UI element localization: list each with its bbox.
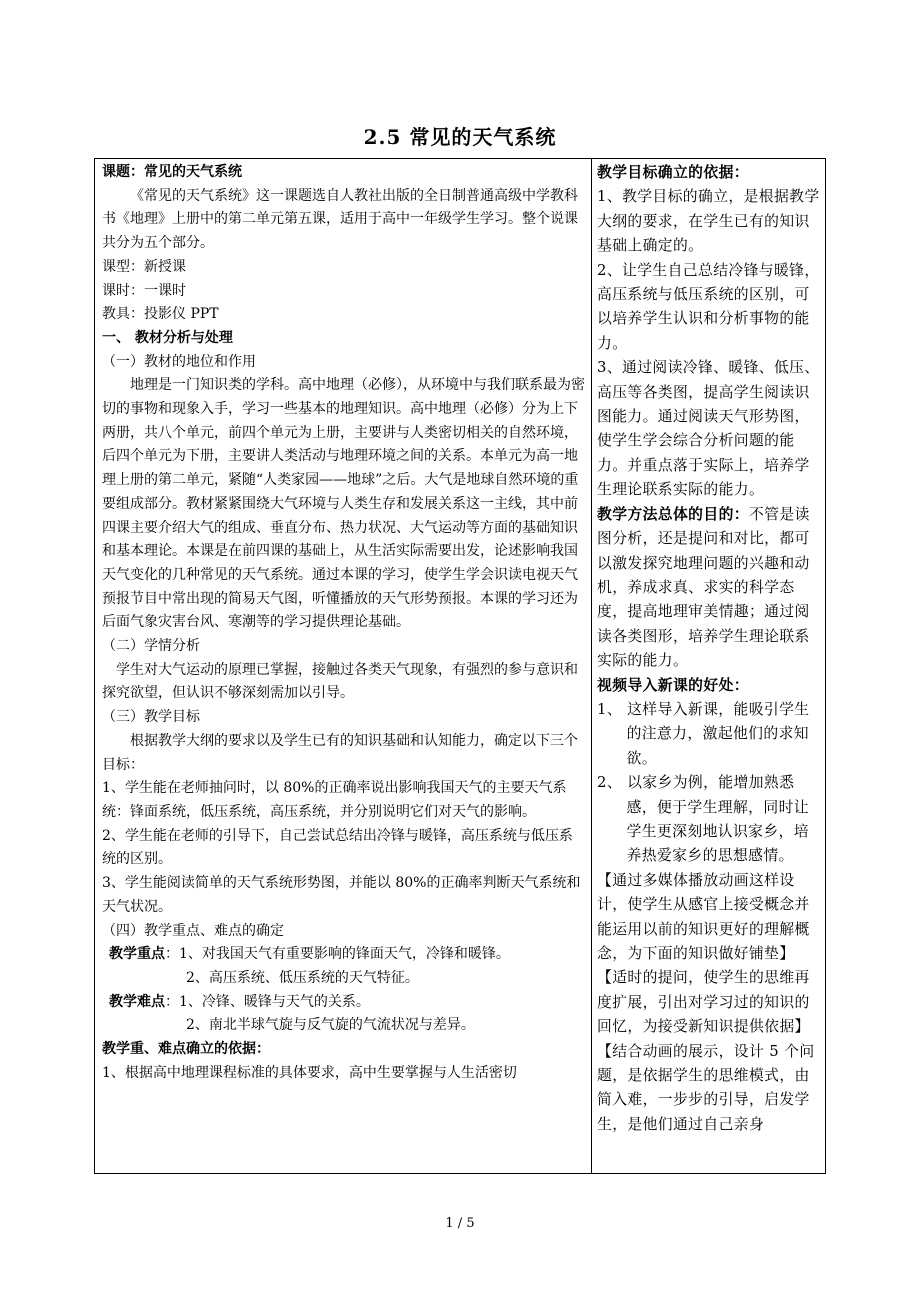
intro-paragraph: 《常见的天气系统》这一课题选自人教社出版的全日制普通高级中学教科书《地理》上册中的第二单元第五课，适用于高中一年级学生学习。整个说课共分为五个部分。 <box>102 187 578 252</box>
column-divider <box>591 159 592 1173</box>
goals-basis-item: 2、让学生自己总结冷锋与暖锋，高压系统与低压系统的区别，可以培养学生认识和分析事物的能力。 <box>597 261 820 352</box>
video-intro-heading: 视频导入新课的好处： <box>597 676 749 694</box>
goals-basis-item: 1、教学目标的确立，是根据教学大纲的要求，在学生已有的知识基础上确定的。 <box>597 188 820 255</box>
difficulty-item: 2、南北半球气旋与反气旋的气流状况与差异。 <box>186 1017 475 1034</box>
basis-item: 1、根据高中地理课程标准的具体要求，高中生要掌握与人生活密切 <box>102 1064 517 1081</box>
goals-intro-paragraph: 根据教学大纲的要求以及学生已有的知识基础和认知能力，确定以下三个目标： <box>102 732 578 773</box>
video-benefit-item: 2、 以家乡为例，能增加熟悉感，便于学生理解，同时让学生更深刻地认识家乡，培养热爱家乡的思想感情。 <box>597 774 809 865</box>
video-benefit-item: 1、 这样导入新课，能吸引学生的注意力，激起他们的求知欲。 <box>597 700 810 767</box>
key-points-line <box>102 943 586 967</box>
difficulty-label: 教学难点 <box>109 993 165 1010</box>
left-column <box>102 161 586 1085</box>
section-heading: 一、 教材分析与处理 <box>102 329 233 346</box>
goals-basis-item: 3、通过阅读冷锋、暖锋、低压、高压等各类图，提高学生阅读识图能力。通过阅读天气形势图，使学生学会综合分析问题的能力。并重点落于实际上，培养学生理论联系实际的能力。 <box>597 359 820 499</box>
textbook-analysis-paragraph: 地理是一门知识类的学科。高中地理（必修），从环境中与我们联系最为密切的事物和现象入手，学习一些基本的地理知识。高中地理（必修）分为上下两册，共八个单元，前四个单元为上册，主要讲与人类密切相关的自然环境，后四个单元为下册，主要讲人类活动与地理环境之间的关系。本单元为高一地理上册的第二单元，紧随“人类家园——地球”之后。大气是地球自然环境的重要组成部分。教材紧紧围绕大气环境与人类生存和发展关系这一主线，其中前四课主要介绍大气的组成、垂直分布、热力状况、大气运动等方面的基础知识和基本理论。本课是在前四课的基础上，从生活实际需要出发，论述影响我国天气变化的几种常见的天气系统。通过本课的学习，使学生学会识读电视天气预报节目中常出现的简易天气图，听懂播放的天气形势预报。本课的学习还为后面气象灾害台风、寒潮等的学习提供理论基础。 <box>102 377 585 631</box>
difficulty-points-line <box>102 991 586 1015</box>
topic-label: 课题：常见的天气系统 <box>102 164 242 180</box>
design-note: 【通过多媒体播放动画这样设计，使学生从感官上接受概念并能运用以前的知识更好的理解概念，为下面的知识做好铺垫】 <box>597 871 810 962</box>
subsection-heading: （三）教学目标 <box>102 709 200 726</box>
design-note: 【结合动画的展示，设计 5 个问题，是依据学生的思维模式，由简入难，一步步的引导，启发学生，是他们通过自己亲身 <box>597 1042 815 1133</box>
goal-item: 2、学生能在老师的引导下，自己尝试总结出冷锋与暖锋，高压系统与低压系统的区别。 <box>102 827 573 868</box>
subsection-heading: （四）教学重点、难点的确定 <box>102 922 284 939</box>
right-column <box>597 161 821 1137</box>
method-purpose-text: 不管是读图分析，还是提问和对比，都可以激发探究地理问题的兴趣和动机，养成求真、求实的科学态度，提高地理审美情趣；通过阅读各类图形，培养学生理论联系实际的能力。 <box>597 505 810 670</box>
design-note: 【适时的提问，使学生的思维再度扩展，引出对学习过的知识的回忆，为接受新知识提供依据】 <box>597 969 810 1036</box>
method-purpose-heading: 教学方法总体的目的： <box>597 505 749 523</box>
teaching-tools: 教具：投影仪 PPT <box>102 306 219 323</box>
lesson-time: 课时：一课时 <box>102 282 186 299</box>
goal-item: 1、学生能在老师抽问时，以 80%的正确率说出影响我国天气的主要天气系统：锋面系统，低压系统，高压系统，并分别说明它们对天气的影响。 <box>102 780 567 820</box>
key-point-item: ：1、对我国天气有重要影响的锋面天气，冷锋和暖锋。 <box>165 946 510 963</box>
subsection-heading: （二）学情分析 <box>102 638 200 655</box>
lesson-type: 课型：新授课 <box>102 258 186 275</box>
goals-basis-heading: 教学目标确立的依据： <box>597 164 749 181</box>
document-title: 2.5 常见的天气系统 <box>363 125 557 149</box>
goal-item: 3、学生能阅读简单的天气系统形势图，并能以 80%的正确率判断天气系统和天气状况。 <box>102 875 581 915</box>
key-point-item: 2、高压系统、低压系统的天气特征。 <box>186 969 419 986</box>
subsection-heading: （一）教材的地位和作用 <box>102 353 256 370</box>
student-analysis-paragraph: 学生对大气运动的原理已掌握，接触过各类天气现象，有强烈的参与意识和探究欲望，但认识不够深刻需加以引导。 <box>102 661 578 702</box>
basis-heading: 教学重、难点确立的依据： <box>102 1041 270 1058</box>
key-points-label: 教学重点 <box>109 946 165 963</box>
difficulty-item: ：1、冷锋、暖锋与天气的关系。 <box>165 993 370 1010</box>
lesson-plan-table <box>94 158 826 1174</box>
method-purpose-paragraph <box>597 503 821 674</box>
page-number: 1 / 5 <box>445 1216 475 1231</box>
